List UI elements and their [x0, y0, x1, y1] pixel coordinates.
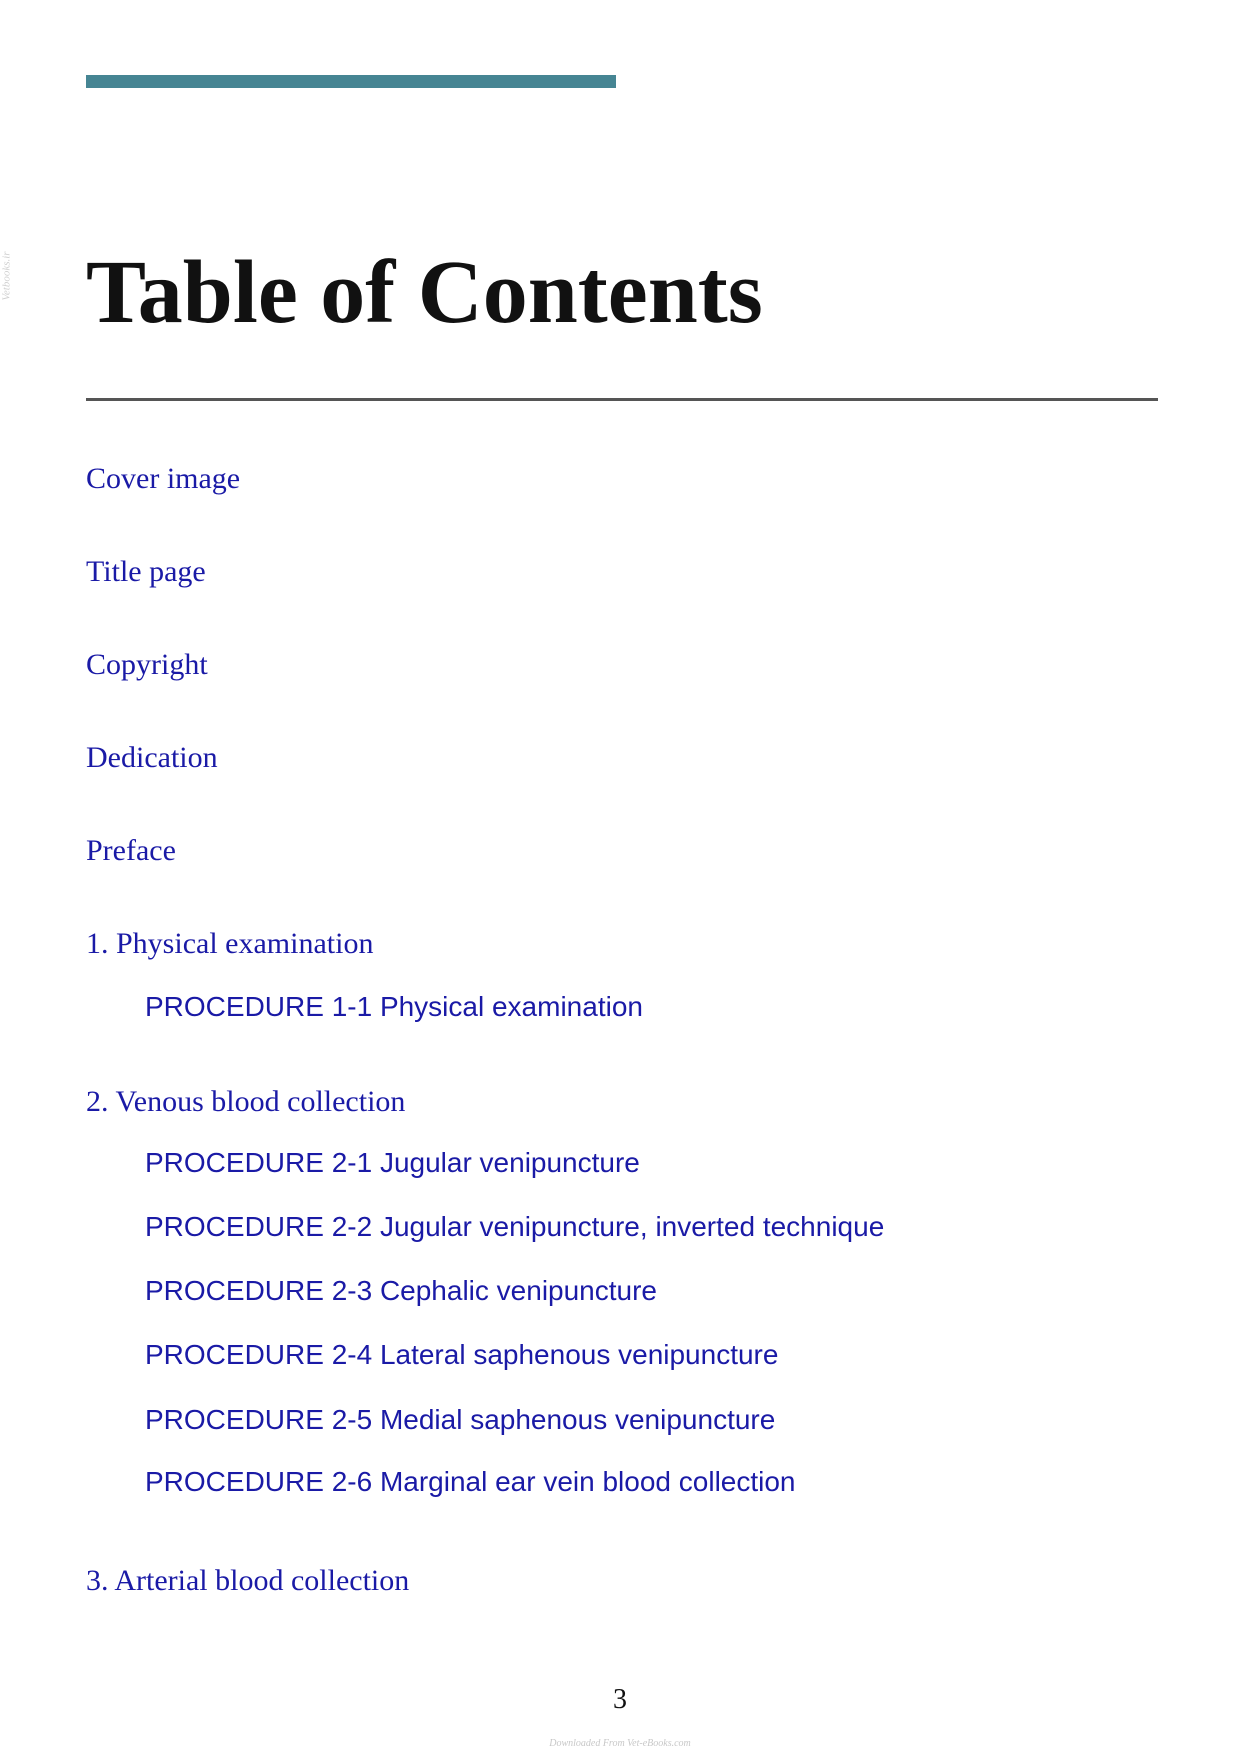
toc-link-procedure-2-1[interactable]: PROCEDURE 2-1 Jugular venipuncture	[145, 1147, 640, 1178]
toc-link-chapter-3[interactable]: 3. Arterial blood collection	[86, 1564, 410, 1597]
toc-link-procedure-2-2[interactable]: PROCEDURE 2-2 Jugular venipuncture, inverted technique	[145, 1211, 885, 1242]
toc-link-procedure-2-6[interactable]: PROCEDURE 2-6 Marginal ear vein blood collection	[145, 1466, 796, 1497]
side-watermark: Vetbooks.ir	[0, 251, 13, 301]
toc-link-copyright[interactable]: Copyright	[86, 648, 208, 681]
toc-link-dedication[interactable]: Dedication	[86, 741, 218, 774]
toc-link-cover-image[interactable]: Cover image	[86, 462, 241, 495]
toc-link-procedure-2-4[interactable]: PROCEDURE 2-4 Lateral saphenous venipuncture	[145, 1339, 779, 1370]
page-number: 3	[613, 1684, 627, 1715]
toc-link-procedure-2-3[interactable]: PROCEDURE 2-3 Cephalic venipuncture	[145, 1275, 657, 1306]
toc-link-procedure-1-1[interactable]: PROCEDURE 1-1 Physical examination	[145, 991, 643, 1022]
toc-link-chapter-1[interactable]: 1. Physical examination	[86, 927, 374, 960]
toc-link-chapter-2[interactable]: 2. Venous blood collection	[86, 1085, 406, 1118]
page-title: Table of Contents	[86, 243, 763, 342]
toc-link-title-page[interactable]: Title page	[86, 555, 206, 588]
toc-link-procedure-2-5[interactable]: PROCEDURE 2-5 Medial saphenous venipuncture	[145, 1404, 776, 1435]
toc-link-preface[interactable]: Preface	[86, 834, 176, 867]
footer-watermark: Downloaded From Vet-eBooks.com	[549, 1738, 691, 1749]
